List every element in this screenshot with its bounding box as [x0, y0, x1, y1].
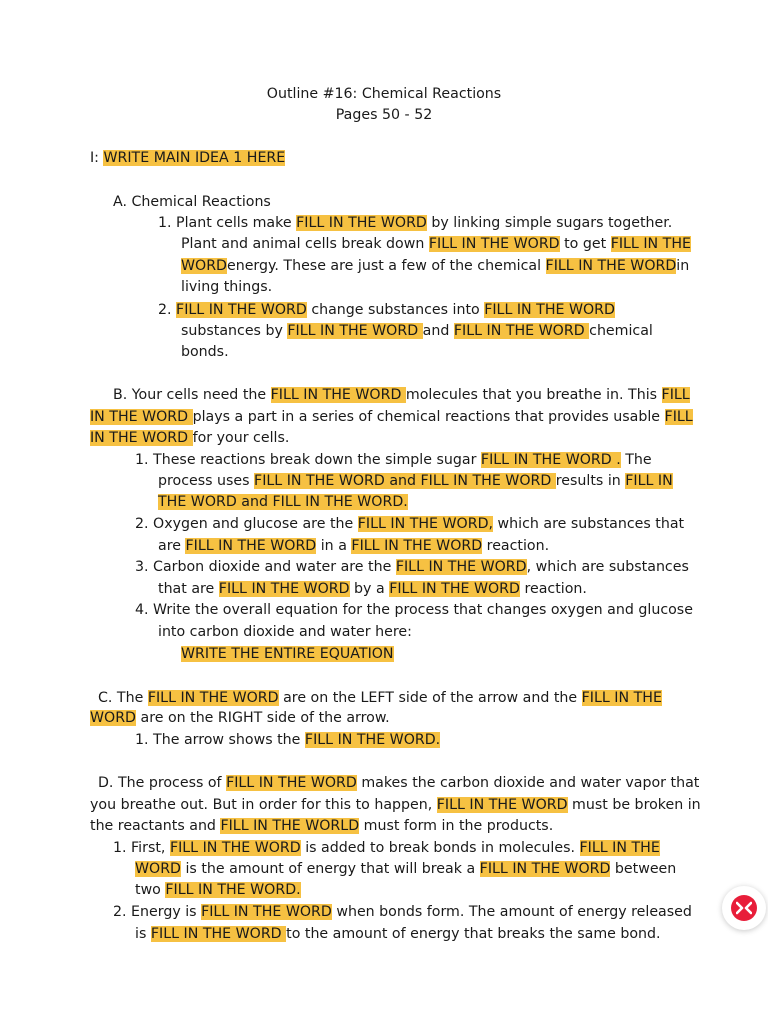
line-text: process uses [158, 473, 255, 489]
fill-in-blank: FILL IN THE WORD, [357, 516, 494, 532]
fill-in-blank: THE WORD and FILL IN THE WORD. [158, 494, 408, 510]
line-text: The [620, 452, 652, 468]
outline-line [158, 536, 549, 556]
outline-line [158, 622, 412, 642]
fill-in-blank: FILL IN THE WORD [150, 926, 287, 942]
outline-line [98, 773, 699, 793]
scribd-badge-button[interactable] [722, 886, 766, 930]
fill-in-blank: WORD [135, 861, 181, 877]
line-text: I: [90, 150, 104, 166]
line-text: 2. Oxygen and glucose are the [135, 516, 358, 532]
line-text: are on the RIGHT side of the arrow. [135, 710, 390, 726]
line-text: by a [349, 581, 390, 597]
fill-in-blank: FILL IN THE WORLD [220, 818, 360, 834]
outline-line [90, 708, 390, 728]
line-text: makes the carbon dioxide and water vapor that [356, 775, 700, 791]
line-text: in [676, 258, 690, 274]
line-text: 1. These reactions break down the simple sugar [135, 452, 481, 468]
line-text: chemical [589, 323, 653, 339]
outline-line [90, 795, 701, 815]
line-text: 4. Write the overall equation for the process that changes oxygen and glucose [135, 602, 693, 618]
fill-in-blank: FILL IN THE WORD [287, 323, 423, 339]
fill-in-blank: FILL IN THE WORD [296, 215, 427, 231]
fill-in-blank: WRITE MAIN IDEA 1 HERE [103, 150, 286, 166]
line-text: is added to break bonds in molecules. [300, 840, 580, 856]
line-text: are [158, 538, 186, 554]
outline-line [113, 838, 660, 858]
fill-in-blank: FILL IN THE WORD [169, 840, 301, 856]
outline-line [135, 880, 301, 900]
line-text: when bonds form. The amount of energy released [331, 904, 692, 920]
line-text: 2. Energy is [113, 904, 202, 920]
outline-line [113, 385, 690, 405]
fill-in-blank: FILL IN THE [610, 236, 691, 252]
line-text: energy. These are just a few of the chemical [226, 258, 546, 274]
line-text: by linking simple sugars together. [426, 215, 673, 231]
outline-line [135, 924, 661, 944]
line-text: B. Your cells need the [113, 387, 271, 403]
fill-in-blank: FILL IN THE WORD [389, 581, 520, 597]
scribd-logo-icon [731, 895, 757, 921]
outline-line [181, 644, 394, 664]
line-text: reaction. [519, 581, 587, 597]
line-text: 1. Plant cells make [158, 215, 297, 231]
fill-in-blank: FILL IN THE WORD [484, 302, 615, 318]
outline-line [90, 428, 289, 448]
line-text: is the amount of energy that will break a [180, 861, 480, 877]
outline-line [90, 407, 693, 427]
line-text: to get [559, 236, 611, 252]
outline-line [135, 514, 684, 534]
fill-in-blank: FILL IN THE WORD [147, 690, 279, 706]
outline-line [135, 600, 693, 620]
line-text: which are substances that [493, 516, 685, 532]
outline-line [158, 471, 673, 491]
fill-in-blank: FILL IN THE WORD [545, 258, 677, 274]
fill-in-blank: WORD [181, 258, 227, 274]
outline-line [113, 902, 692, 922]
outline-line [113, 192, 271, 212]
line-text: bonds. [181, 344, 229, 360]
line-text: D. The process of [98, 775, 227, 791]
page-range: Pages 50 - 52 [335, 107, 433, 123]
line-text: that are [158, 581, 219, 597]
line-text: C. The [98, 690, 148, 706]
line-text: A. Chemical Reactions [113, 194, 271, 210]
line-text: molecules that you breathe in. This [405, 387, 662, 403]
outline-line [181, 256, 689, 276]
outline-line [181, 234, 691, 254]
line-text: are on the LEFT side of the arrow and the [278, 690, 582, 706]
line-text: plays a part in a series of chemical reactions that provides usable [192, 409, 665, 425]
line-text: living things. [181, 279, 273, 295]
outline-line [181, 277, 272, 297]
outline-title: Outline #16: Chemical Reactions [266, 86, 502, 102]
fill-in-blank: FILL IN THE WORD and FILL IN THE WORD [254, 473, 556, 489]
fill-in-blank: FILL IN THE [581, 690, 662, 706]
fill-in-blank: FILL IN THE WORD . [480, 452, 621, 468]
fill-in-blank: IN THE WORD [90, 430, 193, 446]
outline-line [181, 342, 229, 362]
line-text: Plant and animal cells break down [181, 236, 429, 252]
fill-in-blank: FILL IN THE WORD [226, 775, 357, 791]
fill-in-blank: FILL [664, 409, 693, 425]
outline-line [98, 688, 662, 708]
fill-in-blank: IN THE WORD [90, 409, 193, 425]
outline-line [135, 450, 652, 470]
line-text: to the amount of energy that breaks the same bond. [286, 926, 661, 942]
line-text: and [422, 323, 454, 339]
outline-line [135, 557, 689, 577]
outline-line [181, 321, 653, 341]
fill-in-blank: FILL IN THE WORD [185, 538, 317, 554]
line-text: between [610, 861, 677, 877]
fill-in-blank: FILL IN THE WORD [176, 302, 307, 318]
fill-in-blank: FILL IN THE WORD [201, 904, 332, 920]
fill-in-blank: FILL IN THE WORD. [165, 882, 301, 898]
line-text: for your cells. [192, 430, 290, 446]
fill-in-blank: FILL IN THE WORD [479, 861, 611, 877]
fill-in-blank: FILL IN THE [579, 840, 660, 856]
line-text: into carbon dioxide and water here: [158, 624, 412, 640]
outline-line [135, 859, 676, 879]
fill-in-blank: FILL IN THE WORD [453, 323, 590, 339]
outline-line [90, 816, 553, 836]
line-text: you breathe out. But in order for this to happen, [90, 797, 437, 813]
line-text: substances by [181, 323, 288, 339]
fill-in-blank: FILL IN THE WORD. [304, 732, 441, 748]
line-text: 1. The arrow shows the [135, 732, 305, 748]
fill-in-blank: FILL IN THE WORD [395, 559, 527, 575]
fill-in-blank: FILL IN THE WORD [351, 538, 483, 554]
line-text: change substances into [306, 302, 485, 318]
line-text: the reactants and [90, 818, 221, 834]
fill-in-blank: WRITE THE ENTIRE EQUATION [181, 646, 394, 662]
outline-line [158, 579, 587, 599]
line-text: in a [316, 538, 352, 554]
line-text: results in [555, 473, 626, 489]
fill-in-blank: WORD [90, 710, 136, 726]
fill-in-blank: FILL [661, 387, 690, 403]
line-text: must form in the products. [359, 818, 554, 834]
fill-in-blank: FILL IN [625, 473, 673, 489]
outline-line [158, 492, 408, 512]
line-text: reaction. [482, 538, 550, 554]
line-text: two [135, 882, 166, 898]
outline-line [90, 148, 285, 168]
outline-line [158, 300, 615, 320]
line-text: 1. First, [113, 840, 170, 856]
outline-line [158, 213, 672, 233]
line-text: must be broken in [567, 797, 701, 813]
line-text: is [135, 926, 151, 942]
fill-in-blank: FILL IN THE WORD [436, 797, 568, 813]
line-text: 3. Carbon dioxide and water are the [135, 559, 396, 575]
line-text: 2. [158, 302, 177, 318]
outline-line [135, 730, 440, 750]
fill-in-blank: FILL IN THE WORD [428, 236, 560, 252]
line-text: , which are substances [526, 559, 689, 575]
fill-in-blank: FILL IN THE WORD [270, 387, 406, 403]
fill-in-blank: FILL IN THE WORD [218, 581, 350, 597]
